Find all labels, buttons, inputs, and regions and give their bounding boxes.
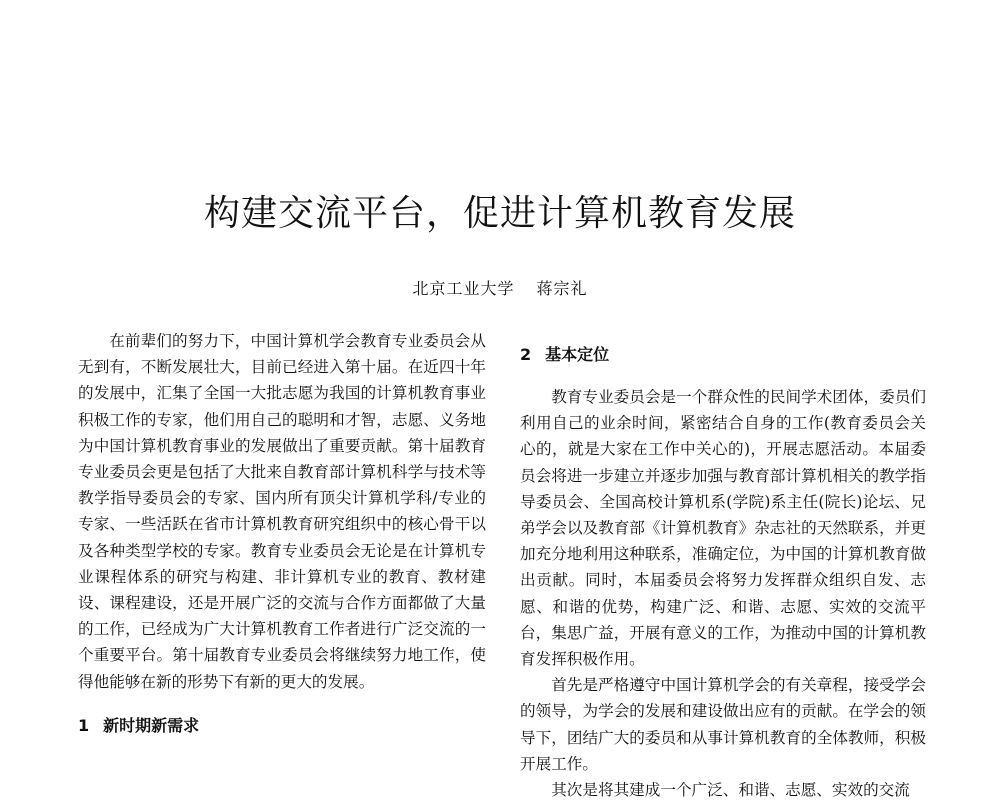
- byline: [0, 276, 1000, 299]
- section-1-title: 新时期新需求: [103, 715, 200, 735]
- section-2-number: 2: [520, 345, 532, 364]
- section-2-heading: [520, 342, 926, 368]
- article-title: 构建交流平台，促进计算机教育发展: [203, 193, 796, 234]
- paragraph-positioning: 教育专业委员会是一个群众性的民间学术团体，委员们利用自己的业余时间，紧密结合自身的工作(教育委员会关心的，就是大家在工作中关心的)，开展志愿活动。本届委员会将进一步建立并逐步加强与教育部计算机相关的教学指导委员会、全国高校计算机系(学院)系主任(院长)论坛、兄弟学会以及教育部《计算机教育》杂志社的天然联系，并更加充分地利用这种联系，准确定位，为中国的计算机教育做出贡献。同时，本届委员会将努力发挥群众组织自发、志愿、和谐的优势，构建广泛、和谐、志愿、实效的交流平台，集思广益，开展有意义的工作，为推动中国的计算机教育发挥积极作用。: [520, 388, 926, 669]
- section-2-title: 基本定位: [545, 345, 610, 364]
- left-column: [78, 328, 486, 739]
- section-1-heading: [78, 713, 486, 739]
- section-1-number: 1: [78, 715, 90, 735]
- author-affiliation: 北京工业大学: [412, 279, 515, 298]
- intro-paragraph: 在前辈们的努力下，中国计算机学会教育专业委员会从无到有，不断发展壮大，目前已经进入第十届。在近四十年的发展中，汇集了全国一大批志愿为我国的计算机教育事业积极工作的专家，他们用自己的聪明和才智，志愿、义务地为中国计算机教育事业的发展做出了重要贡献。第十届教育专业委员会更是包括了大批来自教育部计算机科学与技术等教学指导委员会的专家、国内所有顶尖计算机学科/专业的专家、一些活跃在省市计算机教育研究组织中的核心骨干以及各种类型学校的专家。教育专业委员会无论是在计算机专业课程体系的研究与构建、非计算机专业的教育、教材建设、课程建设，还是开展广泛的交流与合作方面都做了大量的工作，已经成为广大计算机教育工作者进行广泛交流的一个重要平台。第十届教育专业委员会将继续努力地工作，使得他能够在新的形势下有新的更大的发展。: [78, 332, 486, 691]
- author-name: 蒋宗礼: [536, 279, 588, 298]
- paragraph-first: 首先是严格遵守中国计算机学会的有关章程，接受学会的领导，为学会的发展和建设做出应有的贡献。在学会的领导下，团结广大的委员和从事计算机教育的全体教师，积极开展工作。: [520, 676, 926, 773]
- right-column: [520, 342, 926, 803]
- paragraph-second: 其次是将其建成一个广泛、和谐、志愿、实效的交流: [551, 781, 910, 800]
